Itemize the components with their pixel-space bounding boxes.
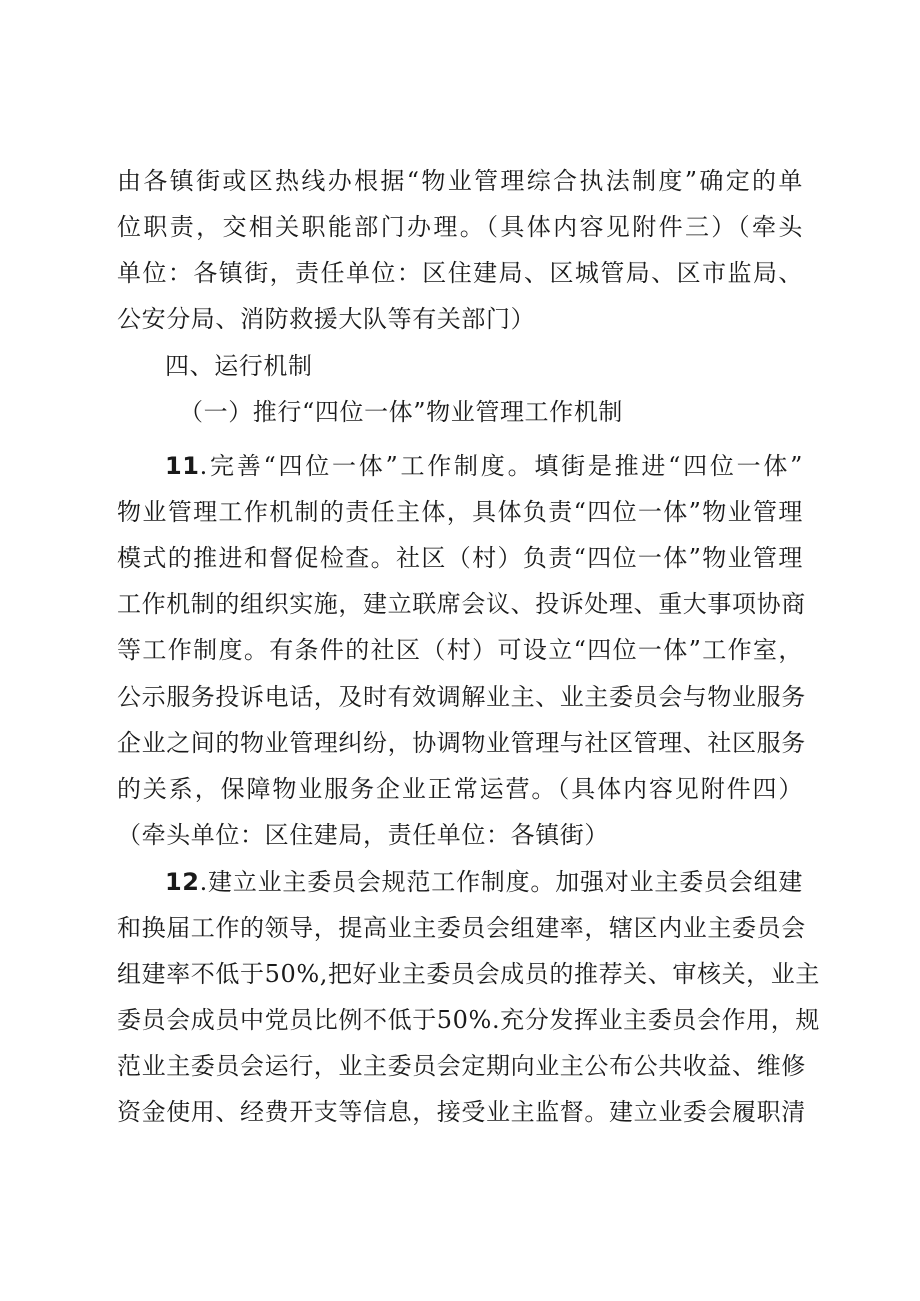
line-text: 和换届工作的领导，提高业主委员会组建率，辖区内业主委员会 bbox=[117, 914, 806, 942]
text-line-5 bbox=[165, 351, 313, 381]
text-line-9 bbox=[117, 543, 803, 573]
line-text: .完善“四位一体”工作制度。填街是推进“四位一体” bbox=[199, 452, 803, 480]
text-line-11 bbox=[117, 635, 803, 665]
item-number: 11 bbox=[165, 452, 200, 480]
text-line-21 bbox=[117, 1097, 806, 1127]
line-text: 位职责，交相关职能部门办理。（具体内容见附件三）（牵头 bbox=[117, 213, 803, 241]
line-text: （一）推行“四位一体”物业管理工作机制 bbox=[179, 398, 623, 426]
text-line-13 bbox=[117, 728, 806, 758]
text-line-8 bbox=[117, 497, 803, 527]
line-text: 单位：各镇街，责任单位：区住建局、区城管局、区市监局、 bbox=[117, 259, 803, 287]
text-line-2 bbox=[117, 212, 803, 242]
text-line-19 bbox=[117, 1005, 820, 1035]
text-line-17 bbox=[117, 913, 806, 943]
text-line-4 bbox=[117, 304, 535, 334]
text-line-12 bbox=[117, 682, 806, 712]
line-text: 委员会成员中党员比例不低于50%.充分发挥业主委员会作用，规 bbox=[117, 1006, 820, 1034]
text-line-18 bbox=[117, 959, 820, 989]
line-text: 工作机制的组织实施，建立联席会议、投诉处理、重大事项协商 bbox=[117, 590, 806, 618]
text-line-1 bbox=[117, 166, 803, 196]
line-text: 四、运行机制 bbox=[165, 352, 313, 380]
line-text: （牵头单位：区住建局，责任单位：各镇街） bbox=[117, 821, 609, 849]
line-text: 企业之间的物业管理纠纷，协调物业管理与社区管理、社区服务 bbox=[117, 729, 806, 757]
line-text: 等工作制度。有条件的社区（村）可设立“四位一体”工作室， bbox=[117, 636, 803, 664]
line-text: 由各镇街或区热线办根据“物业管理综合执法制度”确定的单 bbox=[117, 167, 803, 195]
text-line-7 bbox=[165, 451, 803, 481]
line-text: 的关系，保障物业服务企业正常运营。（具体内容见附件四） bbox=[117, 775, 803, 803]
item-number: 12 bbox=[165, 868, 200, 896]
line-text: 模式的推进和督促检查。社区（村）负责“四位一体”物业管理 bbox=[117, 544, 803, 572]
line-text: 组建率不低于50%,把好业主委员会成员的推荐关、审核关，业主 bbox=[117, 960, 820, 988]
text-line-10 bbox=[117, 589, 806, 619]
line-text: 物业管理工作机制的责任主体，具体负责“四位一体”物业管理 bbox=[117, 498, 803, 526]
text-line-6 bbox=[179, 397, 623, 427]
line-text: 公示服务投诉电话，及时有效调解业主、业主委员会与物业服务 bbox=[117, 683, 806, 711]
text-line-14 bbox=[117, 774, 803, 804]
line-text: 范业主委员会运行，业主委员会定期向业主公布公共收益、维修 bbox=[117, 1052, 806, 1080]
text-line-15 bbox=[117, 820, 609, 850]
line-text: 资金使用、经费开支等信息，接受业主监督。建立业委会履职清 bbox=[117, 1098, 806, 1126]
text-line-20 bbox=[117, 1051, 806, 1081]
line-text: 公安分局、消防救援大队等有关部门） bbox=[117, 305, 536, 333]
text-line-3 bbox=[117, 258, 803, 288]
text-line-16 bbox=[165, 867, 803, 897]
line-text: .建立业主委员会规范工作制度。加强对业主委员会组建 bbox=[199, 868, 803, 896]
